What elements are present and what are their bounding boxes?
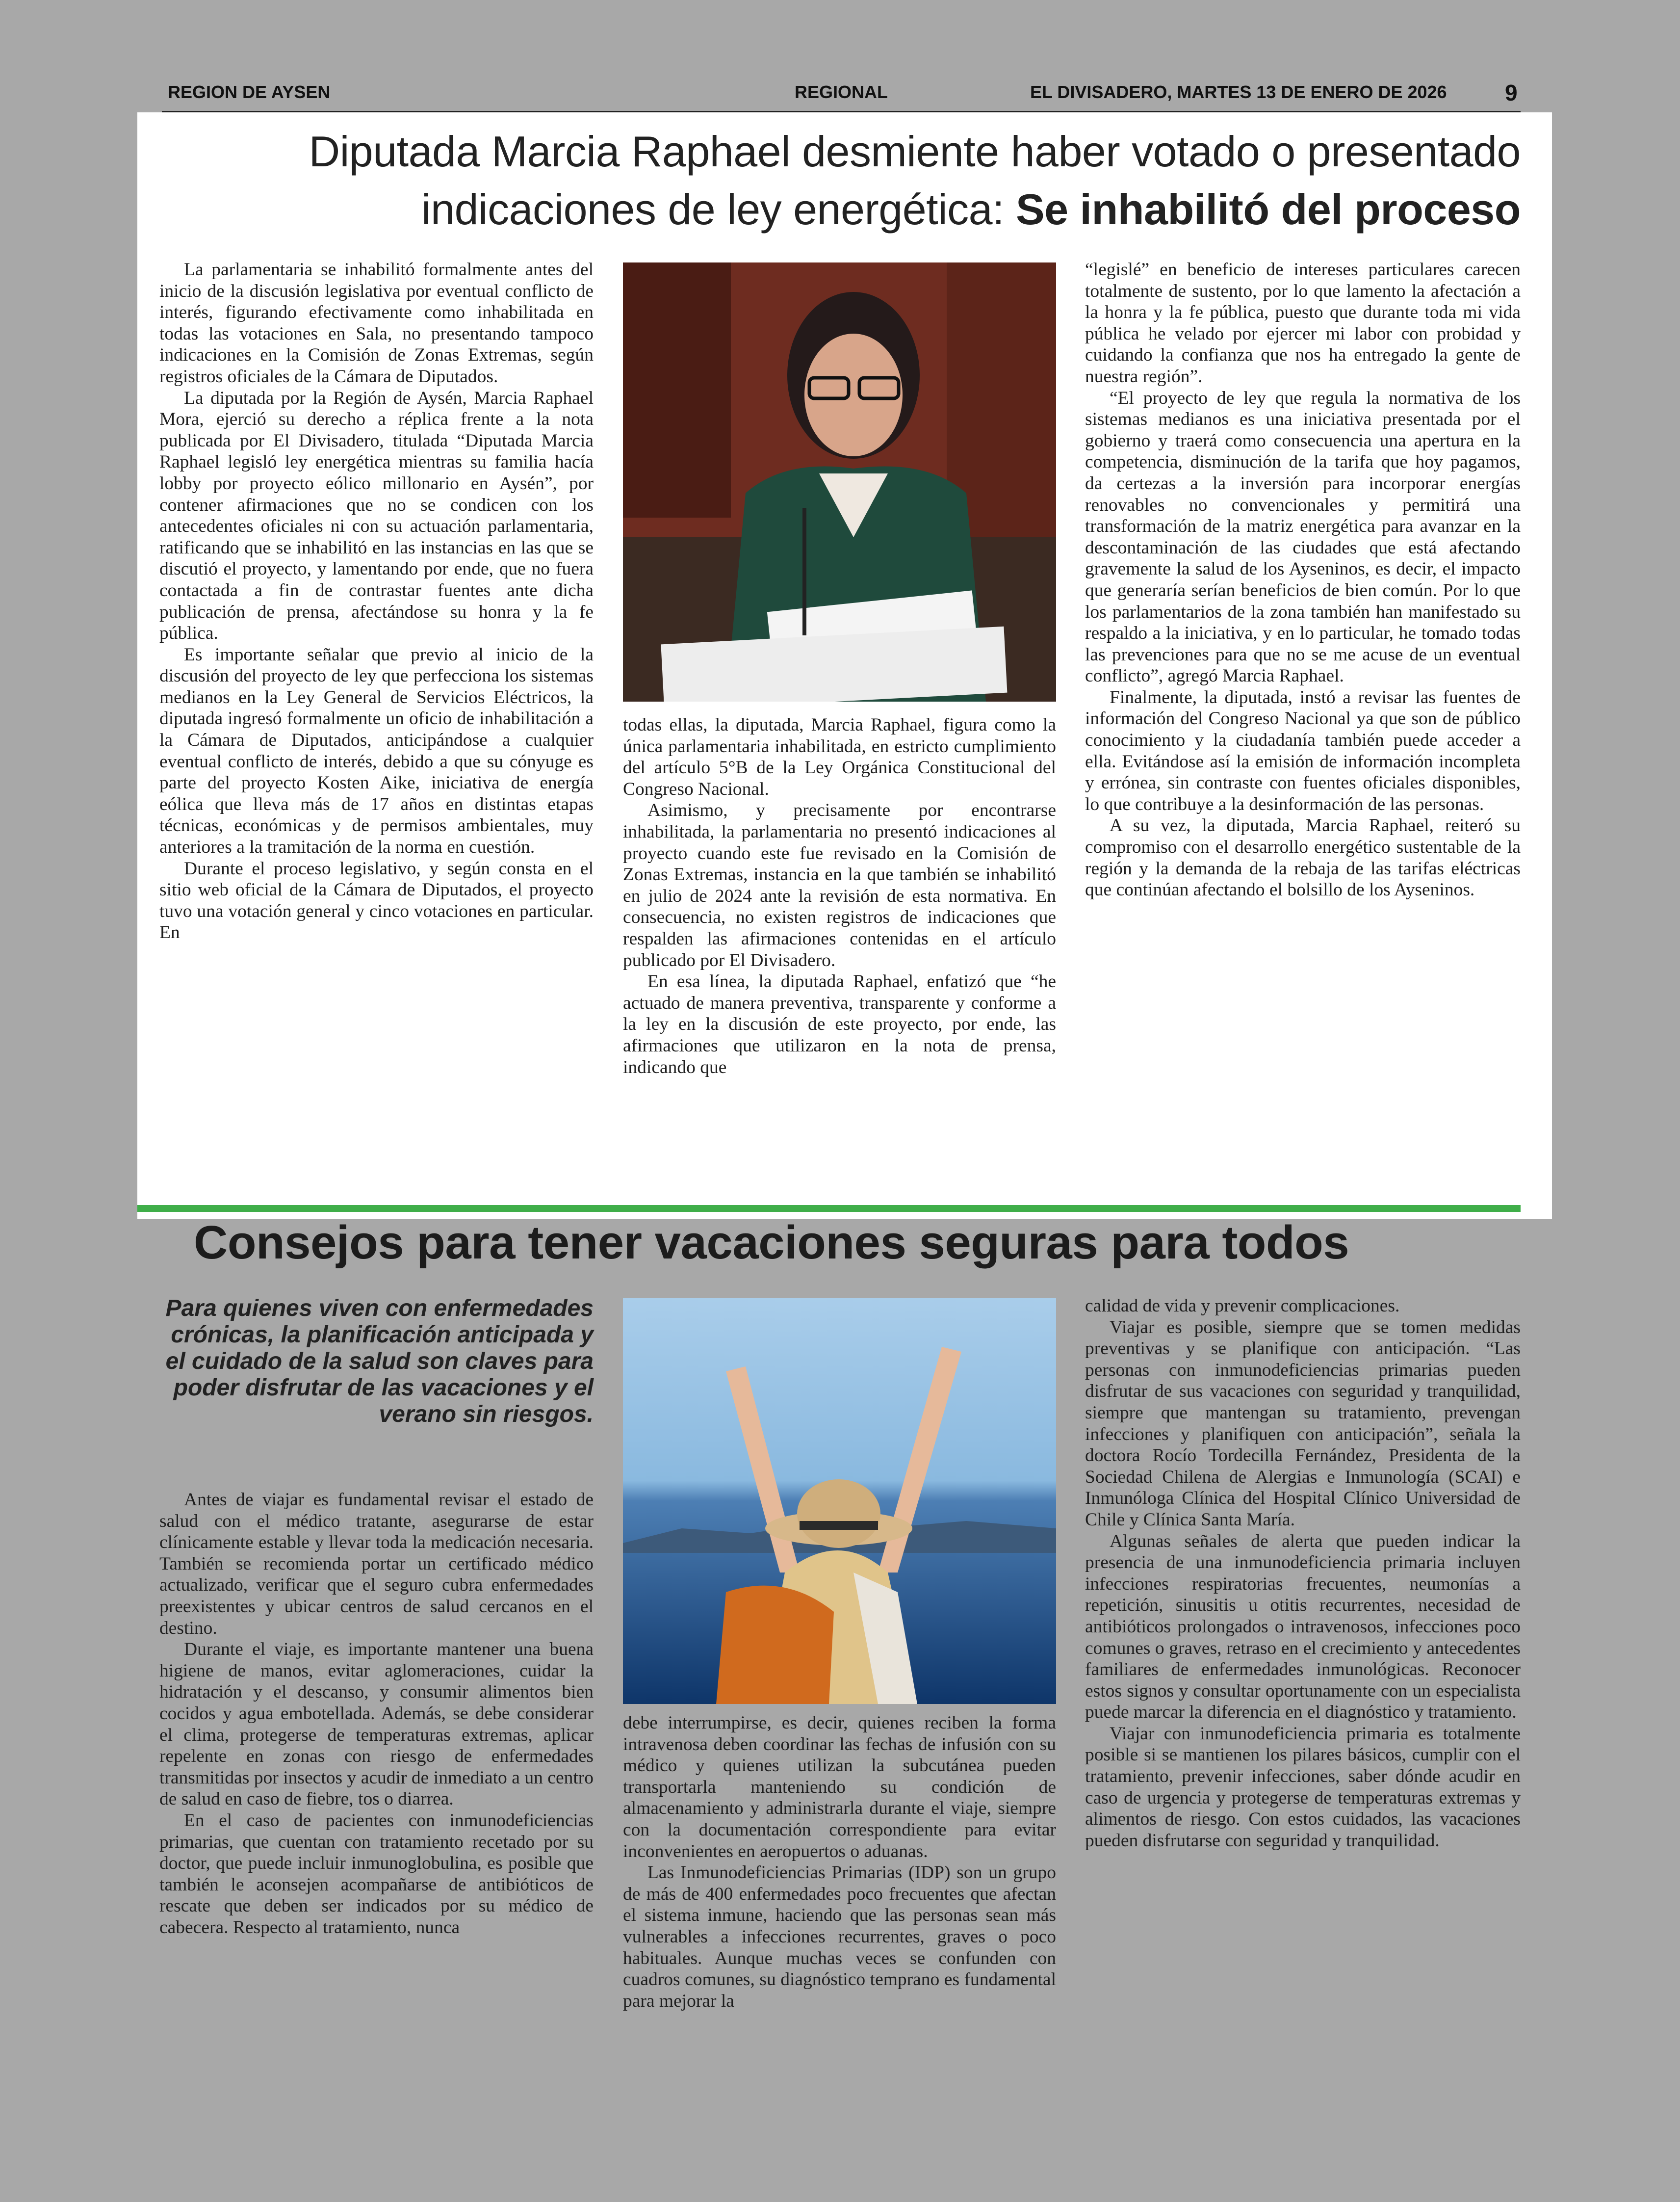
photo-legislator-illustration	[623, 262, 1056, 702]
section-divider-green	[137, 1205, 1521, 1212]
article-1-paragraph: todas ellas, la diputada, Marcia Raphael, figura como la única parlamentaria inhabilitada, en estricto cumplimiento del artículo 5°B de la Ley Orgánica Constitucional del Congreso Nacional.	[623, 715, 1056, 799]
section-label-left: REGION DE AYSEN	[168, 82, 331, 102]
article-2-column-2	[623, 1712, 1056, 2012]
article-1-paragraph: Es importante señalar que previo al inicio de la discusión del proyecto de ley que perfecciona los sistemas medianos en la Ley General de Servicios Eléctricos, la diputada ingresó formalmente un oficio de inhabilitación a la Cámara de Diputados, anticipándose a cualquier eventual conflicto de interés, debido a que su cónyuge es parte del proyecto Kosten Aike, iniciativa de energía eólica que lleva más de 17 años en distintas etapas técnicas, económicas y de permisos ambientales, muy anteriores a la tramitación de la norma en cuestión.	[159, 644, 594, 858]
article-2-paragraph: debe interrumpirse, es decir, quienes reciben la forma intravenosa deben coordinar las fechas de infusión con su médico y quienes utilizan la subcutánea pueden transportarla manteniendo su condición de almacenamiento y administrarla durante el viaje, siempre con la documentación correspondiente para evitar inconvenientes en aeropuertos o aduanas.	[623, 1713, 1056, 1861]
article-2-paragraph: En el caso de pacientes con inmunodeficiencias primarias, que cuentan con tratamiento recetado por su doctor, que puede incluir inmunoglobulina, es posible que también le aconsejen acompañarse de antibióticos de rescate que deben ser indicados por su médico de cabecera. Respecto al tratamiento, nunca	[159, 1810, 594, 1938]
article-2-paragraph: Viajar es posible, siempre que se tomen medidas preventivas y se planifique con anticipación. “Las personas con inmunodeficiencias primarias pueden disfrutar de sus vacaciones con seguridad y tranquilidad, siempre que mantengan su tratamiento, prevengan infecciones y planifiquen con anticipación”, señala la doctora Rocío Tordecilla Fernández, Presidenta de la Sociedad Chilena de Alergias e Inmunología (SCAI) e Inmunóloga Clínica del Hospital Clínico Universidad de Chile y Clínica Santa María.	[1085, 1317, 1521, 1530]
article-1-paragraph: La diputada por la Región de Aysén, Marcia Raphael Mora, ejerció su derecho a réplica frente a la nota publicada por El Divisadero, titulada “Diputada Marcia Raphael legisló ley energética mientras su familia hacía lobby por proyecto eólico millonario en Aysén”, por contener afirmaciones que no se condicen con los antecedentes oficiales ni con su actuación parlamentaria, ratificando que se inhabilitó en las instancias en las que se discutió el proyecto, y lamentando por ende, que no fuera contactada a fin de contrastar fuentes ante dicha publicación de prensa, afectándose su honra y la fe pública.	[159, 388, 594, 644]
article-2-paragraph: Durante el viaje, es importante mantener una buena higiene de manos, evitar aglomeraciones, cuidar la hidratación y el descanso, y consumir alimentos bien cocidos y agua embotellada. Además, se debe considerar el clima, protegerse de temperaturas extremas, aplicar repelente en zonas con riesgo de enfermedades transmitidas por insectos y acudir de inmediato a un centro de salud en caso de fiebre, tos o diarrea.	[159, 1639, 594, 1809]
article-2-column-1	[159, 1489, 594, 1938]
article-2-paragraph: Viajar con inmunodeficiencia primaria es totalmente posible si se mantienen los pilares básicos, cumplir con el tratamiento, prevenir infecciones, saber dónde acudir en caso de urgencia y protegerse de temperaturas extremas y alimentos de riesgo. Con estos cuidados, las vacaciones pueden disfrutarse con seguridad y tranquilidad.	[1085, 1723, 1521, 1851]
article-1-title-line2	[147, 181, 1521, 238]
article-1-paragraph: Asimismo, y precisamente por encontrarse inhabilitada, la parlamentaria no presentó indicaciones al proyecto cuando este fue revisado en la Comisión de Zonas Extremas, instancia en la que también se inhabilitó en julio de 2024 ante la revisión de esta normativa. En consecuencia, no existen registros de indicaciones que respalden las afirmaciones contenidas en el artículo publicado por El Divisadero.	[623, 800, 1056, 970]
article-1-title-line1: Diputada Marcia Raphael desmiente haber votado o presentado	[309, 127, 1521, 176]
article-2-paragraph: calidad de vida y prevenir complicaciones.	[1085, 1296, 1400, 1316]
article-1-column-1	[159, 259, 594, 944]
article-1-paragraph: Durante el proceso legislativo, y según consta en el sitio web oficial de la Cámara de Diputados, el proyecto tuvo una votación general y cinco votaciones en particular. En	[159, 858, 594, 943]
article-1-column-2	[623, 714, 1056, 1078]
article-1-title-bold: Se inhabilitó del proceso	[1015, 185, 1521, 234]
article-1-paragraph: Finalmente, la diputada, instó a revisar las fuentes de información del Congreso Nacional ya que son de público conocimiento y la ciudadanía también puede acceder a ella. Evitándose así la emisión de información incompleta y errónea, sin contraste con fuentes oficiales disponibles, lo que contribuye a la desinformación de las personas.	[1085, 687, 1521, 814]
article-1-title-normal: indicaciones de ley energética:	[421, 185, 1016, 234]
article-2-paragraph: Antes de viajar es fundamental revisar el estado de salud con el médico tratante, asegurarse de estar clínicamente estable y llevar toda la medicación necesaria. También se recomienda portar un certificado médico actualizado, verificar que el seguro cubra enfermedades preexistentes y ubicar centros de salud cercanos en el destino.	[159, 1490, 594, 1638]
article-1-column-3	[1085, 259, 1521, 901]
section-label-center: REGIONAL	[795, 82, 888, 102]
article-2-paragraph: Las Inmunodeficiencias Primarias (IDP) son un grupo de más de 400 enfermedades poco frecuentes que afectan el sistema inmune, haciendo que las personas sean más vulnerables a infecciones recurrentes, graves o poco habituales. Aunque muchas veces se confunden con cuadros comunes, su diagnóstico temprano es fundamental para mejorar la	[623, 1862, 1056, 2011]
article-2-column-3	[1085, 1295, 1521, 1851]
article-1-paragraph: “legislé” en beneficio de intereses particulares carecen totalmente de sustento, por lo que lamento la afectación a la honra y la fe pública, puesto que durante toda mi vida pública he velado por ejercer mi labor con probidad y cuidando la confianza que nos ha entregado la gente de nuestra región”.	[1085, 260, 1521, 387]
article-1-title	[147, 123, 1521, 238]
article-1-paragraph: A su vez, la diputada, Marcia Raphael, reiteró su compromiso con el desarrollo energético sustentable de la región y la demanda de la rebaja de las tarifas eléctricas que continúan afectando el bolsillo de los Ayseninos.	[1085, 815, 1521, 900]
article-2-paragraph: Algunas señales de alerta que pueden indicar la presencia de una inmunodeficiencia primaria incluyen infecciones respiratorias frecuentes, neumonías a repetición, sinusitis u otitis recurrentes, necesidad de antibióticos prolongados o intravenosos, infecciones poco comunes o graves, retraso en el crecimiento y antecedentes familiares de enfermedades inmunológicas. Reconocer estos signos y consultar oportunamente con un especialista puede marcar la diferencia en el diagnóstico y tratamiento.	[1085, 1531, 1521, 1723]
article-2-title: Consejos para tener vacaciones seguras para todos	[194, 1216, 1349, 1269]
photo-traveler-illustration	[623, 1298, 1056, 1704]
article-1-paragraph: La parlamentaria se inhabilitó formalmente antes del inicio de la discusión legislativa por eventual conflicto de interés, figurando efectivamente como inhabilitada en todas las votaciones en Sala, no presentando tampoco indicaciones en la Comisión de Zonas Extremas, según registros oficiales de la Cámara de Diputados.	[159, 260, 594, 387]
article-2-subtitle: Para quienes viven con enfermedades crónicas, la planificación anticipada y el cuidado de la salud son claves para poder disfrutar de las vacaciones y el verano sin riesgos.	[165, 1295, 594, 1427]
page-number: 9	[1505, 80, 1518, 105]
paper-date: EL DIVISADERO, MARTES 13 DE ENERO DE 2026	[1030, 82, 1447, 102]
photo-traveler-seaside	[623, 1298, 1056, 1704]
photo-legislator-speaking	[623, 262, 1056, 702]
article-1-paragraph: En esa línea, la diputada Raphael, enfatizó que “he actuado de manera preventiva, transparente y conforme a la ley en la discusión de este proyecto, por ende, las afirmaciones que utilizaron en la nota de prensa, indicando que	[623, 971, 1056, 1077]
article-1-paragraph: “El proyecto de ley que regula la normativa de los sistemas medianos es una iniciativa presentada por el gobierno y traerá como consecuencia una apertura en la competencia, disminución de la tarifa que hoy pagamos, da certezas a la inversión para incorporar energías renovables no convencionales y permitirá una transformación de la matriz energética para avanzar en la descontaminación de las ciudades que está afectando gravemente la salud de los Ayseninos, es decir, el impacto que generaría serían beneficios de bien común. Por lo que los parlamentarios de la zona también han manifestado su respaldo a la iniciativa, y en lo particular, he tomado todas las prevenciones para que no se me acuse de un eventual conflicto”, agregó Marcia Raphael.	[1085, 388, 1521, 686]
